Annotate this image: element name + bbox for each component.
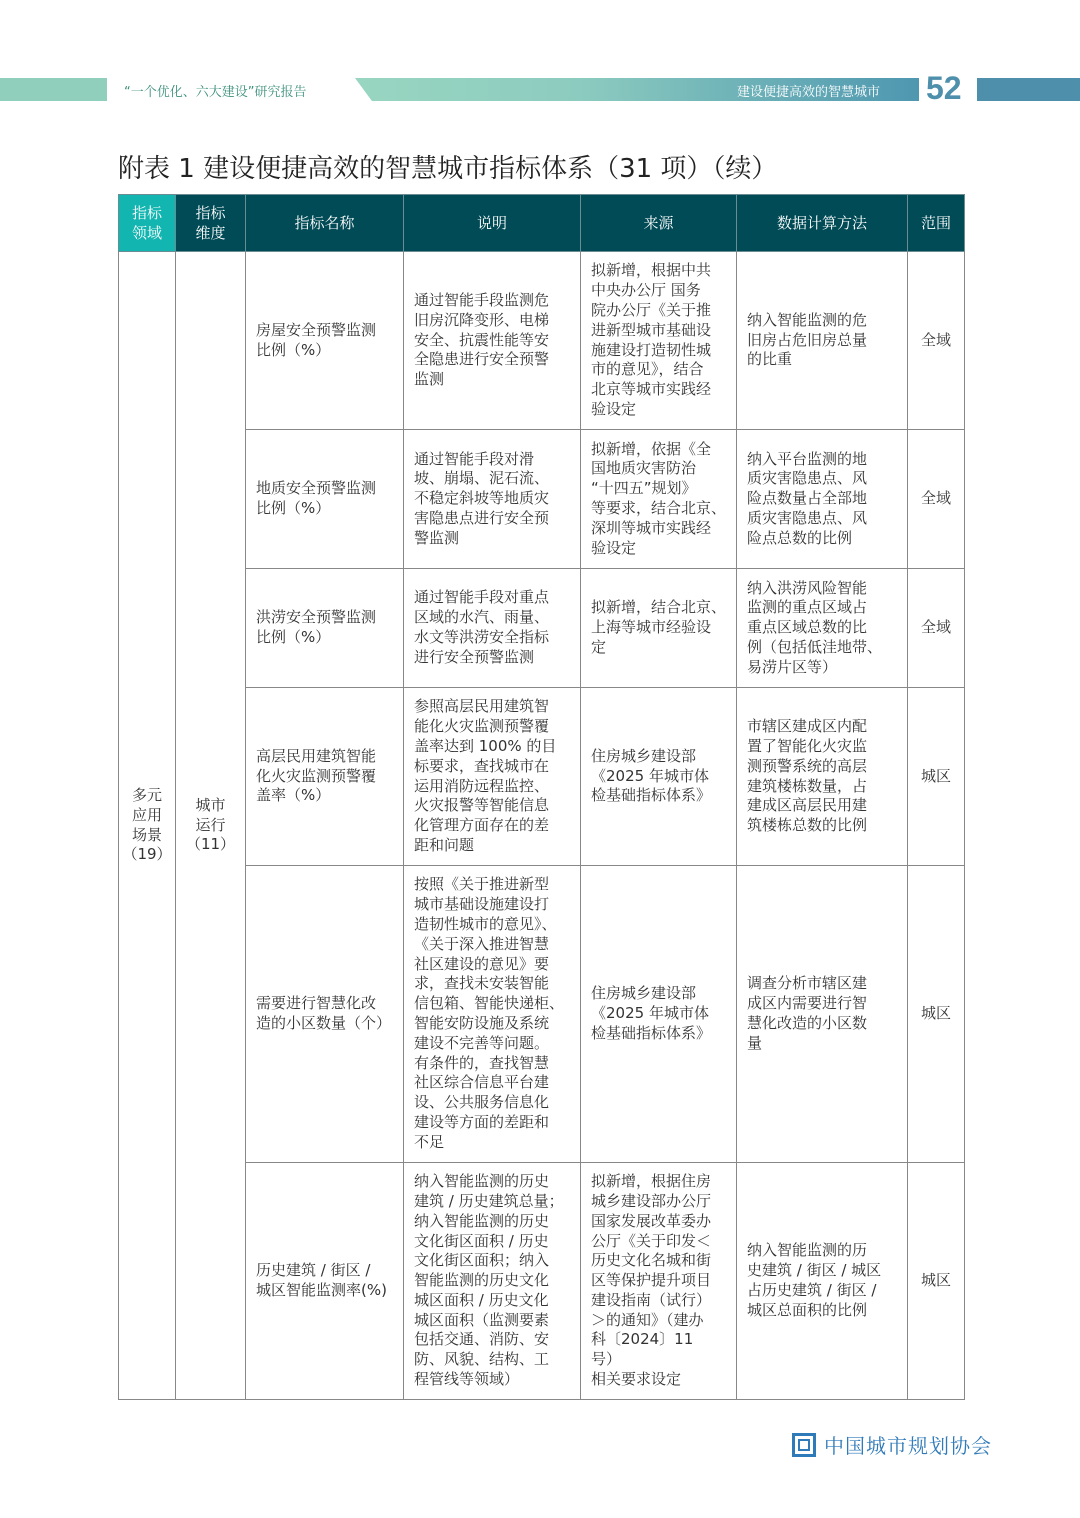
method-cell: 调查分析市辖区建 成区内需要进行智 慧化改造的小区数 量 xyxy=(737,866,908,1163)
source-cell: 拟新增，依据《全 国地质灾害防治 “十四五”规划》 等要求，结合北京、 深圳等城市实践经 验设定 xyxy=(581,430,737,569)
method-cell: 市辖区建成区内配 置了智能化火灾监 测预警系统的高层 建筑楼栋数量，占 建成区高层民用建 筑楼栋总数的比例 xyxy=(737,688,908,866)
desc-cell: 通过智能手段对滑 坡、崩塌、泥石流、 不稳定斜坡等地质灾 害隐患点进行安全预 警监测 xyxy=(404,430,581,569)
name-cell: 房屋安全预警监测 比例（%） xyxy=(246,252,404,430)
association-name: 中国城市规划协会 xyxy=(824,1434,992,1458)
col-desc: 说明 xyxy=(404,195,581,252)
name-cell: 地质安全预警监测 比例（%） xyxy=(246,430,404,569)
name-cell: 洪涝安全预警监测 比例（%） xyxy=(246,569,404,688)
col-name: 指标名称 xyxy=(246,195,404,252)
source-cell: 拟新增，结合北京、 上海等城市经验设 定 xyxy=(581,569,737,688)
scope-cell: 全域 xyxy=(908,252,965,430)
source-cell: 住房城乡建设部 《2025 年城市体 检基础指标体系》 xyxy=(581,866,737,1163)
page-number: 52 xyxy=(926,70,962,106)
scope-cell: 城区 xyxy=(908,1163,965,1400)
source-cell: 拟新增，根据住房 城乡建设部办公厅 国家发展改革委办 公厅《关于印发＜ 历史文化名城和街 区等保护提升项目 建设指南（试行） ＞的通知》（建办 科〔2024〕11 号） 相关要求设定 xyxy=(581,1163,737,1400)
table-row xyxy=(119,1163,965,1400)
method-cell: 纳入洪涝风险智能 监测的重点区域占 重点区域总数的比 例（包括低洼地带、 易涝片区等） xyxy=(737,569,908,688)
scope-cell: 城区 xyxy=(908,688,965,866)
header-band-left xyxy=(0,78,107,101)
domain-cell: 多元 应用 场景 （19） xyxy=(119,252,176,1400)
scope-cell: 城区 xyxy=(908,866,965,1163)
col-source: 来源 xyxy=(581,195,737,252)
source-cell: 拟新增，根据中共 中央办公厅 国务 院办公厅《关于推 进新型城市基础设 施建设打造韧性城 市的意见》，结合 北京等城市实践经 验设定 xyxy=(581,252,737,430)
association-logo-icon xyxy=(792,1433,816,1457)
desc-cell: 按照《关于推进新型 城市基础设施建设打 造韧性城市的意见》、 《关于深入推进智慧 社区建设的意见》要 求，查找未安装智能 信包箱、智能快递柜、 智能安防设施及系统 建设不完善等问题。 有条件的，查找智慧 社区综合信息平台建 设、公共服务信息化 建设等方面的差距和 不足 xyxy=(404,866,581,1163)
name-cell: 历史建筑 / 街区 / 城区智能监测率(%) xyxy=(246,1163,404,1400)
desc-cell: 纳入智能监测的历史 建筑 / 历史建筑总量； 纳入智能监测的历史 文化街区面积 / 历史 文化街区面积；纳入 智能监测的历史文化 城区面积 / 历史文化 城区面积（监测要素 包括交通、消防、安 防、风貌、结构、工 程管线等领域） xyxy=(404,1163,581,1400)
indicator-table xyxy=(118,194,965,1400)
table-row xyxy=(119,569,965,688)
table-header-row xyxy=(119,195,965,252)
scope-cell: 全域 xyxy=(908,430,965,569)
table-row xyxy=(119,866,965,1163)
col-domain: 指标 领域 xyxy=(119,195,176,252)
method-cell: 纳入智能监测的历 史建筑 / 街区 / 城区 占历史建筑 / 街区 / 城区总面积的比例 xyxy=(737,1163,908,1400)
scope-cell: 全域 xyxy=(908,569,965,688)
name-cell: 需要进行智慧化改 造的小区数量（个） xyxy=(246,866,404,1163)
table-row xyxy=(119,430,965,569)
table-row xyxy=(119,688,965,866)
method-cell: 纳入平台监测的地 质灾害隐患点、风 险点数量占全部地 质灾害隐患点、风 险点总数的比例 xyxy=(737,430,908,569)
table-title: 附表 1 建设便捷高效的智慧城市指标体系（31 项）（续） xyxy=(118,154,778,184)
header-band-end xyxy=(977,78,1080,101)
report-name: “一个优化、六大建设”研究报告 xyxy=(124,85,307,100)
col-scope: 范围 xyxy=(908,195,965,252)
desc-cell: 通过智能手段对重点 区域的水汽、雨量、 水文等洪涝安全指标 进行安全预警监测 xyxy=(404,569,581,688)
source-cell: 住房城乡建设部 《2025 年城市体 检基础指标体系》 xyxy=(581,688,737,866)
col-dimension: 指标 维度 xyxy=(176,195,246,252)
desc-cell: 参照高层民用建筑智 能化火灾监测预警覆 盖率达到 100% 的目 标要求，查找城市在 运用消防远程监控、 火灾报警等智能信息 化管理方面存在的差 距和问题 xyxy=(404,688,581,866)
chapter-name: 建设便捷高效的智慧城市 xyxy=(737,85,881,100)
name-cell: 高层民用建筑智能 化火灾监测预警覆 盖率（%） xyxy=(246,688,404,866)
footer-logo xyxy=(792,1430,992,1459)
dimension-cell: 城市 运行 （11） xyxy=(176,252,246,1400)
col-method: 数据计算方法 xyxy=(737,195,908,252)
method-cell: 纳入智能监测的危 旧房占危旧房总量 的比重 xyxy=(737,252,908,430)
desc-cell: 通过智能手段监测危 旧房沉降变形、电梯 安全、抗震性能等安 全隐患进行安全预警 监测 xyxy=(404,252,581,430)
table-row xyxy=(119,252,965,430)
